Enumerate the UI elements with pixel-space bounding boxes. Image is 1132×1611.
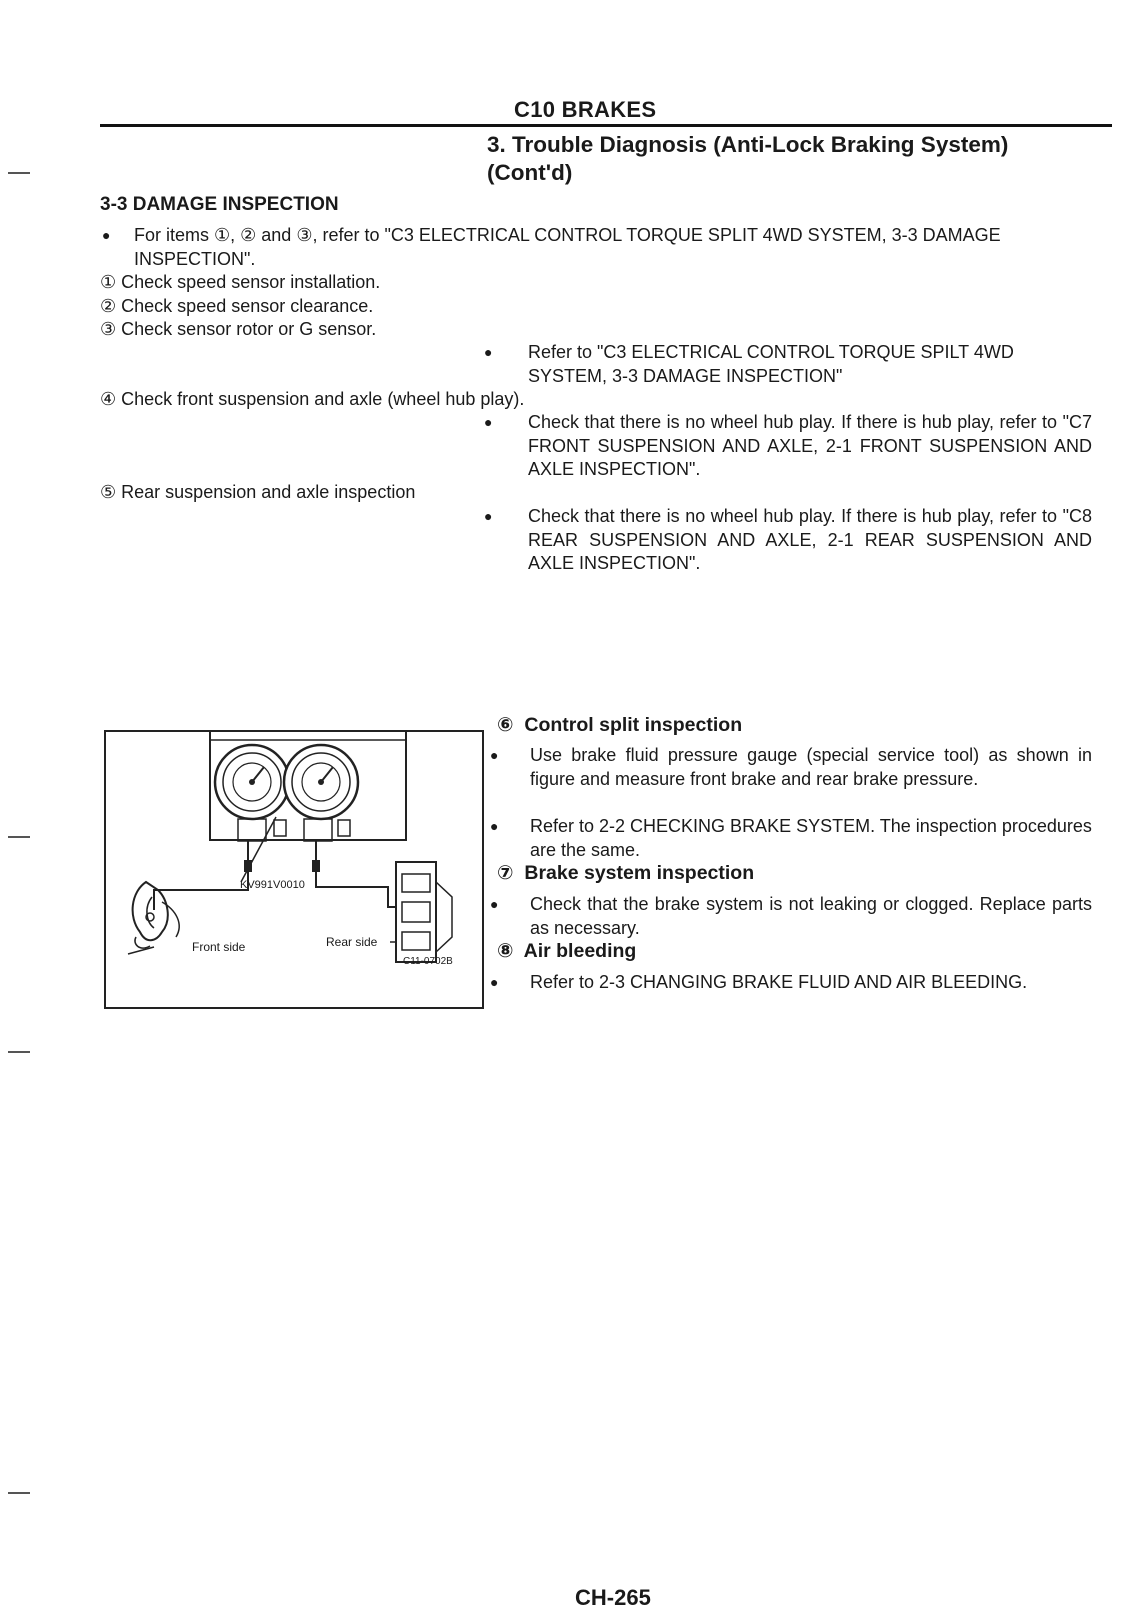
bullet-icon: ● [484,414,493,430]
damage-heading: 3-3 DAMAGE INSPECTION [100,194,339,215]
scan-edge-mark [8,172,30,174]
item-6-heading: ⑥ Control split inspection [497,714,743,736]
item-number: ① [100,272,117,292]
tool-number-label: KV991V0010 [240,879,305,891]
item-6-bullet-2: Refer to 2-2 CHECKING BRAKE SYSTEM. The inspection procedures are the same. [530,816,1092,860]
front-pressure-gauge-icon [215,745,289,819]
note-item-3: Refer to "C3 ELECTRICAL CONTROL TORQUE SPILT 4WD SYSTEM, 3-3 DAMAGE INSPECTION" [528,342,1014,386]
item-7-heading: ⑦ Brake system inspection [497,862,755,884]
item-6-bullet-1: Use brake fluid pressure gauge (special service tool) as shown in figure and measure front brake and rear brake pressure. [530,745,1092,789]
bullet-icon: ● [490,896,499,912]
rear-caliper-icon [390,862,452,962]
scan-edge-mark [8,1051,30,1053]
header-rule [100,124,1112,127]
bullet-icon: ● [484,508,493,524]
front-side-label: Front side [192,940,246,954]
damage-item-4: ④ Check front suspension and axle (wheel hub play). [100,389,525,409]
bullet-icon: ● [490,818,499,834]
figure-code: C11-0702B [403,956,453,967]
bullet-icon: ● [490,974,499,990]
note-item-5: Check that there is no wheel hub play. If there is hub play, refer to "C8 REAR SUSPENSION AND AXLE, 2-1 REAR SUSPENSION AND AXLE INSPECTION". [528,506,1092,573]
bullet-icon: ● [490,747,499,763]
pressure-gauge-figure [104,730,484,1009]
rear-side-label: Rear side [326,935,378,949]
rear-pressure-gauge-icon [284,745,358,819]
note-item-4: Check that there is no wheel hub play. If there is hub play, refer to "C7 FRONT SUSPENSION AND AXLE, 2-1 FRONT SUSPENSION AND AXLE INSPECTION". [528,412,1092,479]
scan-edge-mark [8,1492,30,1494]
item-number: ⑧ [497,940,514,962]
page-subtitle [487,131,1008,187]
bullet-icon: ● [102,227,111,243]
item-number: ⑥ [497,714,514,736]
item-number: ⑦ [497,862,514,884]
subtitle-line-1: 3. Trouble Diagnosis (Anti-Lock Braking System) [487,132,1009,157]
damage-intro: For items ①, ② and ③, refer to "C3 ELECTRICAL CONTROL TORQUE SPLIT 4WD SYSTEM, 3-3 DAMAGE INSPECTION". [134,225,1001,269]
bullet-icon: ● [484,344,493,360]
damage-item-2: ② Check speed sensor clearance. [100,295,374,316]
page-number: CH-265 [575,1585,651,1610]
section-title: C10 BRAKES [514,97,657,122]
item-8-heading: ⑧ Air bleeding [497,940,637,962]
damage-item-5: ⑤ Rear suspension and axle inspection [100,482,416,502]
damage-item-1: ① Check speed sensor installation. [100,272,381,292]
item-7-bullet: Check that the brake system is not leaking or clogged. Replace parts as necessary. [530,894,1092,938]
item-number: ④ [100,389,117,409]
item-number: ③ [100,319,117,339]
subtitle-line-2: (Cont'd) [487,160,573,185]
item-number: ② [100,295,117,316]
damage-item-list [100,271,600,342]
item-8-bullet: Refer to 2-3 CHANGING BRAKE FLUID AND AIR BLEEDING. [530,972,1028,992]
damage-item-3: ③ Check sensor rotor or G sensor. [100,319,377,339]
scan-edge-mark [8,836,30,838]
item-number: ⑤ [100,482,117,502]
